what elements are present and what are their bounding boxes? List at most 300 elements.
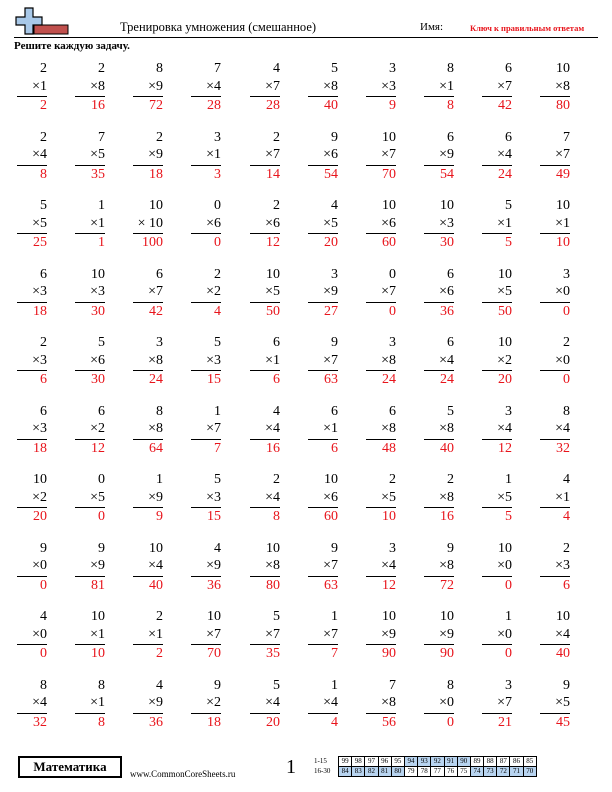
- multiplier: ×2: [32, 489, 47, 505]
- multiplier: ×7: [323, 352, 338, 368]
- problem: [366, 266, 396, 334]
- multiplicand: 2: [447, 472, 454, 487]
- score-cell: 93: [418, 757, 431, 767]
- answer: 0: [447, 714, 454, 730]
- multiplier: ×8: [265, 558, 280, 573]
- multiplier: ×1: [439, 78, 454, 94]
- problem: [75, 266, 105, 334]
- answer: 40: [556, 646, 570, 661]
- answer: 70: [207, 646, 221, 661]
- multiplier: ×4: [555, 421, 570, 436]
- multiplier: ×3: [32, 352, 47, 368]
- name-label: Имя:: [420, 21, 444, 33]
- problem: [191, 471, 221, 539]
- multiplicand: 3: [214, 129, 221, 145]
- multiplier: ×4: [323, 695, 338, 710]
- answer: 6: [40, 372, 47, 387]
- answer: 64: [149, 440, 163, 456]
- multiplier: ×8: [90, 78, 105, 94]
- score-cell: 81: [378, 767, 391, 777]
- answer: 12: [382, 577, 396, 593]
- multiplicand: 9: [331, 129, 338, 145]
- score-cell: 76: [444, 767, 457, 777]
- multiplier: ×1: [206, 147, 221, 162]
- answer: 0: [214, 235, 221, 250]
- multiplicand: 7: [389, 677, 396, 693]
- multiplicand: 10: [440, 198, 454, 213]
- answer: 24: [498, 166, 512, 182]
- multiplicand: 6: [98, 403, 105, 419]
- problem: [482, 197, 512, 265]
- multiplicand: 1: [214, 403, 221, 419]
- answer: 8: [447, 98, 454, 113]
- multiplier: ×8: [381, 421, 396, 436]
- problem-row: [15, 471, 595, 540]
- problem: [424, 540, 454, 608]
- multiplicand: 5: [331, 61, 338, 76]
- multiplicand: 10: [498, 335, 512, 350]
- problem: [133, 471, 163, 539]
- problem-row: [15, 334, 595, 403]
- multiplicand: 4: [273, 61, 280, 76]
- multiplicand: 4: [563, 472, 570, 487]
- answer: 8: [40, 166, 47, 182]
- multiplicand: 2: [273, 472, 280, 487]
- multiplicand: 2: [156, 129, 163, 145]
- multiplicand: 5: [273, 609, 280, 624]
- multiplier: ×7: [497, 78, 512, 94]
- problem: [75, 197, 105, 265]
- answer: 30: [440, 235, 454, 250]
- answer: 7: [331, 646, 338, 661]
- problem-row: [15, 677, 595, 746]
- problem: [366, 677, 396, 745]
- multiplier: ×4: [497, 421, 512, 436]
- score-cell: 88: [484, 757, 497, 767]
- multiplier: ×5: [497, 489, 512, 505]
- answer: 63: [324, 372, 338, 387]
- multiplier: ×2: [497, 352, 512, 368]
- multiplier: ×8: [381, 352, 396, 368]
- score-cell: 80: [391, 767, 404, 777]
- multiplicand: 8: [156, 403, 163, 419]
- multiplier: ×3: [439, 215, 454, 231]
- score-cell: 94: [404, 757, 417, 767]
- multiplier: ×6: [265, 215, 280, 231]
- multiplicand: 7: [563, 129, 570, 145]
- answer: 24: [149, 372, 163, 387]
- multiplier: ×3: [555, 558, 570, 573]
- multiplicand: 4: [214, 540, 221, 556]
- multiplier: ×1: [555, 215, 570, 231]
- multiplicand: 2: [389, 472, 396, 487]
- multiplier: ×0: [555, 352, 570, 368]
- multiplicand: 1: [98, 198, 105, 213]
- answer: 24: [382, 372, 396, 387]
- problem-row: [15, 608, 595, 677]
- answer: 10: [556, 235, 570, 250]
- problem: [366, 471, 396, 539]
- multiplicand: 6: [447, 129, 454, 145]
- score-cell: 86: [510, 757, 523, 767]
- multiplicand: 8: [563, 403, 570, 419]
- answer: 2: [156, 646, 163, 661]
- problem: [424, 129, 454, 197]
- problem-row: [15, 197, 595, 266]
- multiplier: × 10: [137, 215, 163, 231]
- multiplicand: 6: [447, 335, 454, 350]
- multiplicand: 2: [563, 335, 570, 350]
- multiplier: ×5: [265, 284, 280, 299]
- problem: [308, 471, 338, 539]
- problem: [191, 197, 221, 265]
- problem-row: [15, 60, 595, 129]
- multiplier: ×7: [206, 626, 221, 642]
- problem: [482, 60, 512, 128]
- multiplicand: 5: [98, 335, 105, 350]
- multiplier: ×8: [148, 352, 163, 368]
- multiplicand: 8: [447, 677, 454, 693]
- problem: [133, 60, 163, 128]
- score-cell: 70: [523, 767, 536, 777]
- multiplier: ×4: [265, 489, 280, 505]
- problem: [250, 197, 280, 265]
- answer: 12: [498, 440, 512, 456]
- multiplier: ×4: [148, 558, 163, 573]
- problem: [482, 129, 512, 197]
- score-row: [313, 757, 536, 767]
- multiplier: ×8: [148, 421, 163, 436]
- multiplier: ×0: [439, 695, 454, 710]
- problem: [133, 608, 163, 676]
- multiplier: ×9: [439, 626, 454, 642]
- score-table: [313, 756, 537, 777]
- problem-row: [15, 403, 595, 472]
- multiplier: ×9: [206, 558, 221, 573]
- answer: 90: [440, 646, 454, 661]
- multiplicand: 10: [440, 609, 454, 624]
- problem: [75, 540, 105, 608]
- score-cell: 95: [391, 757, 404, 767]
- multiplier: ×1: [555, 489, 570, 505]
- answer: 50: [498, 303, 512, 319]
- score-row: [313, 767, 536, 777]
- multiplicand: 4: [40, 609, 47, 624]
- problem: [366, 608, 396, 676]
- multiplicand: 5: [214, 472, 221, 487]
- problem: [250, 334, 280, 402]
- multiplier: ×3: [32, 421, 47, 436]
- multiplier: ×6: [323, 489, 338, 505]
- answer: 1: [98, 235, 105, 250]
- multiplicand: 3: [156, 335, 163, 350]
- multiplicand: 3: [563, 266, 570, 282]
- problem: [308, 403, 338, 471]
- answer: 16: [440, 509, 454, 524]
- problem: [540, 197, 570, 265]
- multiplicand: 3: [389, 61, 396, 76]
- problem: [308, 540, 338, 608]
- problem: [308, 197, 338, 265]
- score-cell: 84: [339, 767, 352, 777]
- multiplicand: 10: [556, 609, 570, 624]
- problem: [133, 197, 163, 265]
- answer: 32: [33, 714, 47, 730]
- multiplier: ×8: [323, 78, 338, 94]
- page-number: 1: [286, 756, 296, 778]
- score-cell: 79: [404, 767, 417, 777]
- multiplicand: 10: [498, 266, 512, 282]
- multiplicand: 6: [156, 266, 163, 282]
- answer: 14: [266, 166, 280, 182]
- multiplier: ×9: [439, 147, 454, 162]
- answer: 80: [556, 98, 570, 113]
- multiplier: ×7: [555, 147, 570, 162]
- problem: [366, 60, 396, 128]
- answer: 5: [505, 509, 512, 524]
- answer: 30: [91, 303, 105, 319]
- score-cell: 85: [523, 757, 536, 767]
- multiplier: ×7: [148, 284, 163, 299]
- answer: 42: [149, 303, 163, 319]
- multiplier: ×1: [90, 215, 105, 231]
- plus-logo-icon: [14, 6, 70, 36]
- problem: [17, 129, 47, 197]
- problem: [482, 334, 512, 402]
- problem: [75, 129, 105, 197]
- answer: 2: [40, 98, 47, 113]
- multiplicand: 0: [389, 266, 396, 282]
- multiplier: ×5: [555, 695, 570, 710]
- answer: 90: [382, 646, 396, 661]
- multiplier: ×7: [381, 147, 396, 162]
- multiplier: ×7: [265, 147, 280, 162]
- problem: [17, 60, 47, 128]
- multiplicand: 7: [98, 129, 105, 145]
- multiplicand: 4: [273, 403, 280, 419]
- multiplicand: 5: [447, 403, 454, 419]
- problem: [540, 677, 570, 745]
- problem: [540, 129, 570, 197]
- multiplier: ×6: [206, 215, 221, 231]
- answer: 18: [33, 440, 47, 456]
- multiplicand: 1: [331, 677, 338, 693]
- multiplier: ×0: [497, 558, 512, 573]
- answer: 45: [556, 714, 570, 730]
- answer: 4: [563, 509, 570, 524]
- multiplicand: 10: [498, 540, 512, 556]
- score-cell: 96: [378, 757, 391, 767]
- multiplicand: 3: [389, 335, 396, 350]
- multiplier: ×1: [265, 352, 280, 368]
- answer: 54: [440, 166, 454, 182]
- problem: [250, 266, 280, 334]
- problem: [250, 677, 280, 745]
- problem-row: [15, 540, 595, 609]
- multiplicand: 9: [563, 677, 570, 693]
- multiplicand: 10: [382, 129, 396, 145]
- answer: 12: [91, 440, 105, 456]
- multiplicand: 10: [33, 472, 47, 487]
- multiplicand: 8: [40, 677, 47, 693]
- answer: 28: [266, 98, 280, 113]
- multiplicand: 10: [207, 609, 221, 624]
- problem: [424, 403, 454, 471]
- multiplicand: 9: [98, 540, 105, 556]
- multiplicand: 3: [505, 677, 512, 693]
- answer: 48: [382, 440, 396, 456]
- multiplicand: 2: [156, 609, 163, 624]
- answer: 30: [91, 372, 105, 387]
- answer: 6: [273, 372, 280, 387]
- score-cell: 89: [470, 757, 483, 767]
- score-cell: 74: [470, 767, 483, 777]
- multiplier: ×7: [381, 284, 396, 299]
- multiplicand: 6: [273, 335, 280, 350]
- multiplicand: 8: [98, 677, 105, 693]
- problem: [17, 197, 47, 265]
- multiplier: ×0: [497, 626, 512, 642]
- answer: 18: [149, 166, 163, 182]
- multiplicand: 2: [40, 61, 47, 76]
- multiplicand: 9: [447, 540, 454, 556]
- answer: 21: [498, 714, 512, 730]
- problem: [191, 540, 221, 608]
- multiplicand: 3: [331, 266, 338, 282]
- multiplier: ×7: [265, 626, 280, 642]
- multiplicand: 2: [273, 129, 280, 145]
- multiplier: ×4: [32, 695, 47, 710]
- multiplier: ×0: [32, 626, 47, 642]
- problem: [17, 403, 47, 471]
- answer: 81: [91, 577, 105, 593]
- multiplier: ×8: [439, 489, 454, 505]
- multiplicand: 6: [505, 61, 512, 76]
- multiplicand: 2: [40, 129, 47, 145]
- answer: 40: [440, 440, 454, 456]
- multiplier: ×5: [90, 489, 105, 505]
- multiplier: ×9: [381, 626, 396, 642]
- multiplicand: 0: [98, 472, 105, 487]
- problem: [424, 677, 454, 745]
- multiplicand: 10: [91, 609, 105, 624]
- problem: [424, 608, 454, 676]
- problem: [540, 334, 570, 402]
- problem: [191, 403, 221, 471]
- answer: 0: [505, 577, 512, 593]
- multiplicand: 2: [563, 540, 570, 556]
- answer: 27: [324, 303, 338, 319]
- problem: [366, 129, 396, 197]
- multiplier: ×0: [555, 284, 570, 299]
- answer: 72: [149, 98, 163, 113]
- problem: [424, 266, 454, 334]
- multiplier: ×6: [90, 352, 105, 368]
- answer: 9: [389, 98, 396, 113]
- multiplier: ×7: [497, 695, 512, 710]
- multiplier: ×4: [206, 78, 221, 94]
- multiplier: ×8: [439, 558, 454, 573]
- answer: 15: [207, 509, 221, 524]
- multiplier: ×8: [555, 78, 570, 94]
- multiplicand: 10: [382, 609, 396, 624]
- multiplier: ×4: [497, 147, 512, 162]
- answer: 20: [498, 372, 512, 387]
- answer: 32: [556, 440, 570, 456]
- problem: [191, 60, 221, 128]
- problem: [133, 677, 163, 745]
- problem: [75, 60, 105, 128]
- multiplier: ×4: [555, 626, 570, 642]
- multiplicand: 6: [40, 403, 47, 419]
- problem: [17, 608, 47, 676]
- problem: [540, 540, 570, 608]
- multiplicand: 10: [91, 266, 105, 282]
- answer: 18: [207, 714, 221, 730]
- answer: 28: [207, 98, 221, 113]
- multiplier: ×4: [32, 147, 47, 162]
- problem: [133, 403, 163, 471]
- multiplicand: 6: [331, 403, 338, 419]
- multiplicand: 1: [156, 472, 163, 487]
- multiplier: ×5: [497, 284, 512, 299]
- multiplier: ×3: [90, 284, 105, 299]
- multiplier: ×4: [265, 695, 280, 710]
- problem: [540, 60, 570, 128]
- problem: [308, 60, 338, 128]
- answer: 4: [331, 714, 338, 730]
- score-cell: 90: [457, 757, 470, 767]
- multiplicand: 3: [505, 403, 512, 419]
- problem: [191, 677, 221, 745]
- problem: [540, 403, 570, 471]
- multiplicand: 2: [40, 335, 47, 350]
- multiplicand: 10: [149, 540, 163, 556]
- answer: 20: [324, 235, 338, 250]
- score-cell: 77: [431, 767, 444, 777]
- answer: 49: [556, 166, 570, 182]
- answer: 10: [382, 509, 396, 524]
- multiplicand: 10: [266, 266, 280, 282]
- multiplier: ×3: [206, 352, 221, 368]
- problem: [308, 266, 338, 334]
- answer: 54: [324, 166, 338, 182]
- multiplier: ×7: [323, 626, 338, 642]
- problem: [133, 266, 163, 334]
- score-row-label: 16-30: [314, 767, 331, 775]
- problem: [482, 677, 512, 745]
- problem: [424, 60, 454, 128]
- answer: 12: [266, 235, 280, 250]
- answer: 18: [33, 303, 47, 319]
- multiplicand: 9: [214, 677, 221, 693]
- multiplier: ×5: [90, 147, 105, 162]
- multiplier: ×1: [497, 215, 512, 231]
- answer: 40: [149, 577, 163, 593]
- answer: 20: [33, 509, 47, 524]
- score-cell: 72: [497, 767, 510, 777]
- score-cell: 82: [365, 767, 378, 777]
- score-row-label: 1-15: [314, 757, 327, 765]
- subject-badge: Математика: [18, 756, 122, 778]
- multiplicand: 9: [331, 335, 338, 350]
- answer: 8: [98, 714, 105, 730]
- problem: [75, 677, 105, 745]
- multiplicand: 6: [447, 266, 454, 282]
- multiplier: ×0: [32, 558, 47, 573]
- multiplier: ×7: [265, 78, 280, 94]
- answer: 16: [91, 98, 105, 113]
